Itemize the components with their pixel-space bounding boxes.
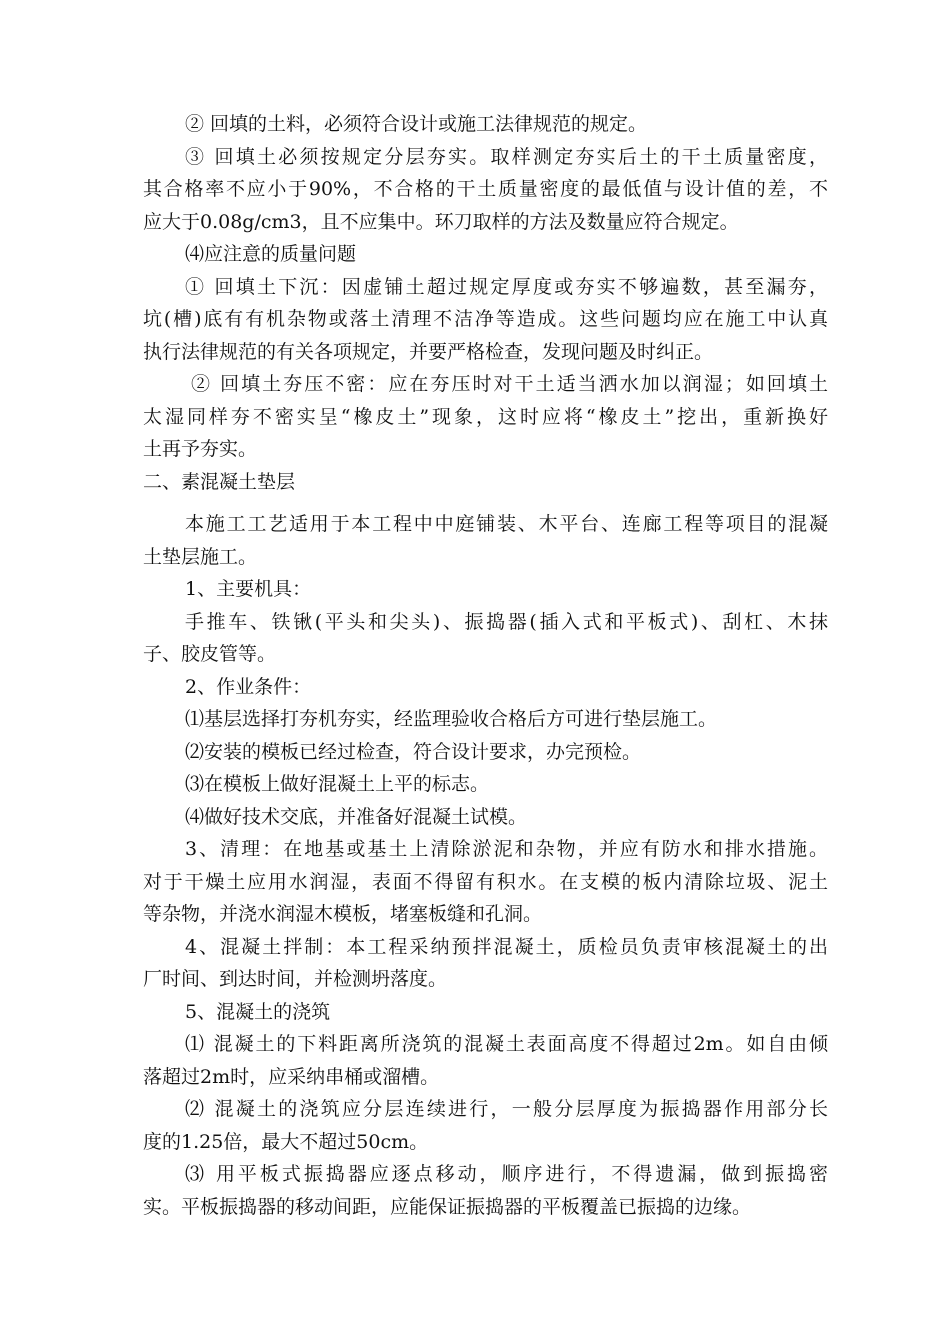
- paragraph-line: 应大于0.08g/cm3，且不应集中。环刀取样的方法及数量应符合规定。: [143, 210, 739, 233]
- paragraph-line: 坑(槽)底有有机杂物或落土清理不洁净等造成。这些问题均应在施工中认真: [143, 308, 828, 330]
- paragraph-line: ③ 回填土必须按规定分层夯实。取样测定夯实后土的干土质量密度，: [185, 145, 828, 168]
- paragraph-line: ② 回填土夯压不密：应在夯压时对干土适当洒水加以润湿；如回填土: [191, 373, 828, 395]
- paragraph-line: 度的1.25倍，最大不超过50cm。: [143, 1130, 429, 1153]
- paragraph-line: 本施工工艺适用于本工程中中庭铺装、木平台、连廊工程等项目的混凝: [185, 513, 828, 535]
- paragraph-line: 3、清理：在地基或基土上清除淤泥和杂物，并应有防水和排水措施。: [185, 838, 828, 860]
- paragraph-line: ② 回填的土料，必须符合设计或施工法律规范的规定。: [185, 113, 648, 135]
- section-heading: 1、主要机具：: [185, 578, 312, 600]
- paragraph-line: 子、胶皮管等。: [143, 643, 277, 665]
- list-item: ⑷做好技术交底，并准备好混凝土试模。: [185, 805, 528, 828]
- list-item: ⑴基层选择打夯机夯实，经监理验收合格后方可进行垫层施工。: [185, 708, 718, 730]
- section-heading: 5、混凝土的浇筑: [185, 1000, 331, 1023]
- paragraph-line: 等杂物，并浇水润湿木模板，堵塞板缝和孔洞。: [143, 903, 543, 925]
- paragraph-line: 4、混凝土拌制：本工程采纳预拌混凝土，质检员负责审核混凝土的出: [185, 935, 828, 958]
- chapter-heading: 二、素混凝土垫层: [143, 470, 296, 493]
- paragraph-line: 土再予夯实。: [143, 438, 258, 460]
- paragraph-line: 对于干燥土应用水润湿，表面不得留有积水。在支模的板内清除垃圾、泥土: [143, 870, 828, 893]
- paragraph-line: ① 回填土下沉：因虚铺土超过规定厚度或夯实不够遍数，甚至漏夯，: [185, 275, 828, 298]
- list-item: ⑶ 用平板式振捣器应逐点移动，顺序进行，不得遗漏，做到振捣密: [185, 1163, 828, 1185]
- paragraph-line: 实。平板振捣器的移动间距，应能保证振捣器的平板覆盖已振捣的边缘。: [143, 1195, 752, 1218]
- paragraph-line: 厂时间、到达时间，并检测坍落度。: [143, 968, 448, 990]
- paragraph-line: 落超过2m时，应采纳串桶或溜槽。: [143, 1065, 440, 1088]
- paragraph-line: 土垫层施工。: [143, 545, 258, 568]
- list-item: ⑶在模板上做好混凝土上平的标志。: [185, 773, 490, 795]
- list-item: ⑴ 混凝土的下料距离所浇筑的混凝土表面高度不得超过2m。如自由倾: [185, 1033, 828, 1055]
- list-item: ⑵安装的模板已经过检查，符合设计要求，办完预检。: [185, 740, 642, 763]
- paragraph-line: 手推车、铁锹(平头和尖头)、振捣器(插入式和平板式)、刮杠、木抹: [185, 610, 828, 633]
- section-heading: ⑷应注意的质量问题: [185, 243, 357, 265]
- paragraph-line: 太湿同样夯不密实呈“橡皮土”现象，这时应将“橡皮土”挖出，重新换好: [143, 405, 828, 428]
- paragraph-line: 其合格率不应小于90%，不合格的干土质量密度的最低值与设计值的差，不: [143, 178, 828, 200]
- paragraph-line: 执行法律规范的有关各项规定，并要严格检查，发现问题及时纠正。: [143, 340, 714, 363]
- list-item: ⑵ 混凝土的浇筑应分层连续进行，一般分层厚度为振捣器作用部分长: [185, 1098, 828, 1120]
- document-body: [143, 108, 828, 1223]
- section-heading: 2、作业条件：: [185, 675, 312, 698]
